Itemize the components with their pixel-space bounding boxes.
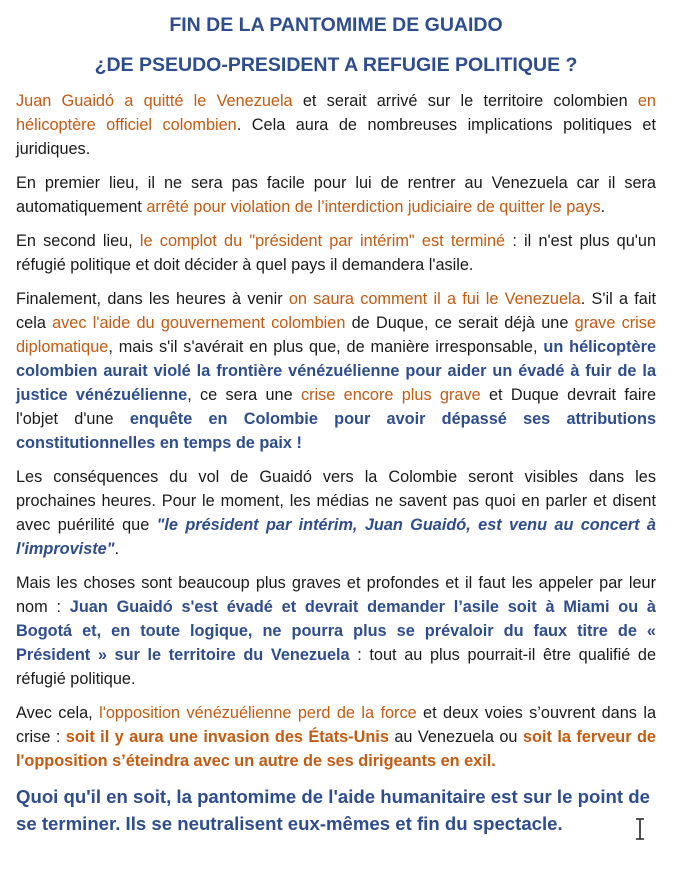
body-text: , mais s'il s'avérait en plus que, de manière irresponsable, <box>108 338 544 356</box>
body-text: . <box>600 198 606 216</box>
highlight-text: Juan Guaidó a quitté le Venezuela <box>16 92 293 110</box>
body-text: Mais les choses sont beaucoup plus graves et profondes et il faut les appeler par leur nom : <box>16 574 656 616</box>
highlight-text: on saura comment il a fui le Venezuela <box>288 290 581 308</box>
paragraph-6 <box>16 571 656 691</box>
highlight-text: avec l'aide du gouvernement colombien <box>52 314 346 332</box>
highlight-text: en hélicoptère officiel colombien <box>16 92 656 134</box>
body-text: : tout au plus pourrait-il être qualifié de réfugié politique. <box>16 646 656 688</box>
paragraph-3 <box>16 229 656 277</box>
body-text: Finalement, dans les heures à venir <box>16 290 289 308</box>
document-subtitle: ¿DE PSEUDO-PRESIDENT A REFUGIE POLITIQUE ? <box>94 54 578 76</box>
body-text: : il n'est plus qu'un réfugié politique et doit décider à quel pays il demandera l'asile. <box>16 232 656 274</box>
body-text: , ce sera une <box>187 386 301 404</box>
body-text: Avec cela, <box>16 704 100 722</box>
body-text: . S'il a fait cela <box>16 290 656 332</box>
paragraph-4 <box>16 287 656 455</box>
paragraph-1 <box>16 89 656 161</box>
body-text: . Cela aura de nombreuses implications politiques et juridiques. <box>16 116 656 158</box>
paragraph-7 <box>16 701 656 773</box>
highlight-text: l'opposition vénézuélienne perd de la force <box>99 704 417 722</box>
document-title: FIN DE LA PANTOMIME DE GUAIDO <box>169 14 503 36</box>
bold-highlight-text: enquête en Colombie pour avoir dépassé ses attributions constitutionnelles en temps de paix ! <box>16 410 656 452</box>
bold-orange-text: soit il y aura une invasion des États-Unis <box>65 728 389 746</box>
body-text: Les conséquences du vol de Guaidó vers la Colombie seront visibles dans les prochaines heures. Pour le moment, les médias ne savent pas quoi en parler et disent avec puérilité que <box>16 468 656 534</box>
conclusion-paragraph: Quoi qu'il en soit, la pantomime de l'aide humanitaire est sur le point de se terminer. Ils se neutralisent eux-mêmes et fin du spectacle. <box>16 786 650 834</box>
body-text: de Duque, ce serait déjà une <box>345 314 575 332</box>
bold-orange-text: soit la ferveur de l'opposition s’éteindra avec un autre de ses dirigeants en exil. <box>16 728 656 770</box>
body-text: au Venezuela ou <box>388 728 523 746</box>
body-text: En second lieu, <box>16 232 140 250</box>
highlight-text: grave crise diplomatique <box>16 314 656 356</box>
highlight-text: crise encore plus grave <box>300 386 481 404</box>
highlight-text: arrêté pour violation de l’interdiction judiciaire de quitter le pays <box>146 198 601 216</box>
paragraph-5 <box>16 465 656 561</box>
body-text: et deux voies s’ouvrent dans la crise : <box>16 704 657 746</box>
body-text: et serait arrivé sur le territoire colombien <box>292 92 638 110</box>
body-text: . <box>114 540 119 558</box>
quoted-text: "le président par intérim, Juan Guaidó, est venu au concert à l'improviste" <box>16 516 656 558</box>
highlight-text: le complot du "président par intérim" est terminé <box>139 232 506 250</box>
body-text: En premier lieu, il ne sera pas facile pour lui de rentrer au Venezuela car il sera automatiquement <box>16 174 656 216</box>
bold-highlight-text: Juan Guaidó s'est évadé et devrait demander l’asile soit à Miami ou à Bogotá et, en toute logique, ne pourra plus se prévaloir du faux titre de « Président » sur le territoire du Venezuela <box>16 598 656 664</box>
text-cursor-icon <box>634 818 646 840</box>
body-text: et Duque devrait faire l'objet d'une <box>16 386 656 428</box>
paragraph-2 <box>16 171 656 219</box>
bold-highlight-text: un hélicoptère colombien aurait violé la frontière vénézuélienne pour aider un évadé à fuir de la justice vénézuélienne <box>16 338 656 404</box>
